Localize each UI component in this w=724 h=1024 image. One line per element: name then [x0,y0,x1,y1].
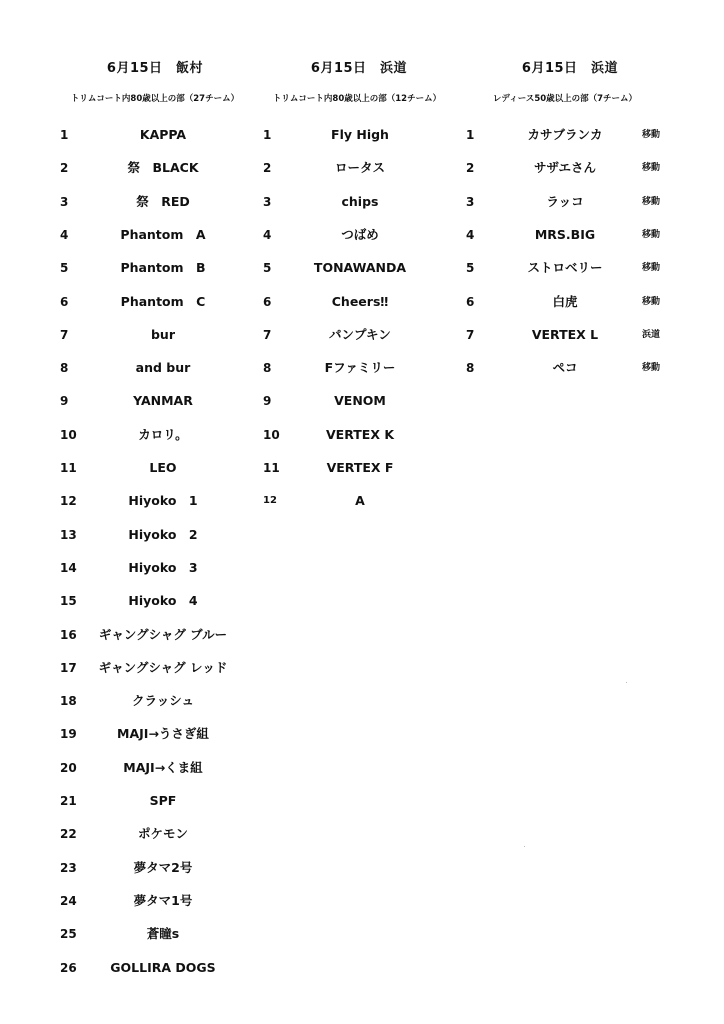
team-number: 9 [60,394,69,409]
team-name: MAJI→くま組 [123,759,203,775]
team-number: 8 [60,361,69,376]
team-number: 24 [60,893,77,908]
column-title: 6月15日 浜道 [310,61,408,76]
team-name: カサブランカ [527,127,603,142]
team-name: A [355,493,365,509]
team-name: 夢タマ2号 [133,859,193,875]
team-name: KAPPA [139,127,187,142]
team-number: 18 [60,694,77,709]
scan-speck [524,846,525,847]
team-name: ペコ [552,360,578,376]
team-number: 4 [60,227,69,242]
team-name: ギャングシャグ ブルー [98,626,228,642]
team-note: 移動 [642,130,661,140]
team-name: クラッシュ [131,693,194,709]
team-number: 2 [263,161,272,176]
team-name: ストロベリー [527,260,603,276]
team-name: chips [341,193,379,209]
team-number: 10 [60,427,77,442]
team-name: Phantom A [120,226,206,242]
team-number: 6 [60,294,69,309]
team-number: 13 [60,527,77,542]
team-number: 3 [263,194,272,209]
team-note: 移動 [642,363,661,374]
team-number: 1 [263,128,272,142]
team-name: ラッコ [546,193,584,209]
team-name: VENOM [334,393,386,409]
team-name: Fファミリー [324,360,396,376]
team-number: 22 [60,827,77,842]
team-number: 4 [263,227,272,242]
scan-speck [626,682,627,683]
team-name: bur [150,326,175,342]
team-number: 14 [60,560,77,575]
team-number: 9 [263,394,272,409]
team-number: 16 [60,627,77,642]
team-name: VERTEX K [325,426,395,442]
team-name: サザエさん [533,160,596,176]
team-name: VERTEX F [326,460,394,475]
team-row [0,225,724,245]
team-number: 11 [60,461,77,475]
team-note: 移動 [642,163,661,174]
team-number: 5 [466,261,475,276]
team-name: Phantom B [120,260,206,276]
team-number: 8 [466,361,475,376]
team-row [0,358,724,378]
team-note: 浜道 [642,329,661,340]
column-title: 6月15日 飯村 [106,61,204,76]
team-note: 移動 [642,229,661,240]
team-name: TONAWANDA [313,260,407,276]
column-subtitle: トリムコート内80歳以上の部（12チーム） [272,94,442,104]
team-number: 2 [466,161,475,176]
team-name: ロータス [334,160,385,176]
team-note: 移動 [642,263,661,274]
team-row [0,192,724,212]
team-name: LEO [149,460,177,475]
team-number: 8 [263,361,272,376]
team-name: Hiyoko 4 [128,593,198,609]
team-row [0,325,724,345]
team-name: VERTEX L [531,326,599,342]
team-number: 21 [60,794,77,808]
team-name: Cheers‼ [331,293,389,309]
team-name: 祭 BLACK [127,160,199,176]
team-number: 6 [466,294,475,309]
team-name: 夢タマ1号 [133,892,193,908]
team-number: 5 [263,261,272,276]
team-number: 17 [60,660,77,675]
team-number: 3 [60,194,69,209]
team-name: SPF [149,793,177,808]
team-row [0,158,724,178]
team-name: カロリ。 [138,426,188,442]
column-title: 6月15日 浜道 [521,61,619,76]
team-name: 祭 RED [136,193,190,209]
team-number: 26 [60,960,77,975]
team-name: Fly High [331,127,389,142]
team-number: 7 [60,327,69,342]
team-number: 1 [466,128,475,142]
team-number: 3 [466,194,475,209]
team-number: 23 [60,860,77,875]
team-name: and bur [135,360,191,376]
team-name: つばめ [341,226,379,242]
team-row [0,258,724,278]
team-name: ポケモン [137,826,188,842]
team-number: 7 [466,327,475,342]
team-number: 12 [60,494,77,509]
team-number: 1 [60,128,69,142]
team-row [0,125,724,145]
team-name: 蒼瞳s [146,926,180,942]
column-subtitle: レディース50歳以上の部（7チーム） [492,94,638,104]
team-name: MAJI→うさぎ組 [117,726,209,742]
column-subtitle: トリムコート内80歳以上の部（27チーム） [70,94,240,104]
team-number: 20 [60,760,77,775]
team-number: 12 [263,495,277,507]
team-name: パンプキン [329,326,391,342]
team-row [0,292,724,312]
team-number: 4 [466,227,475,242]
team-note: 移動 [642,196,661,207]
team-number: 7 [263,327,272,342]
team-number: 10 [263,427,280,442]
team-number: 11 [263,461,280,475]
team-number: 2 [60,161,69,176]
team-name: YANMAR [133,393,193,409]
team-name: Phantom C [120,293,206,309]
team-name: 白虎 [552,293,578,309]
team-number: 5 [60,261,69,276]
team-number: 6 [263,294,272,309]
team-name: Hiyoko 2 [128,526,198,542]
team-name: MRS.BIG [534,226,596,242]
team-note: 移動 [642,296,661,307]
team-name: Hiyoko 1 [128,493,198,509]
team-name: Hiyoko 3 [128,559,198,575]
team-name: ギャングシャグ レッド [98,659,228,675]
team-number: 19 [60,727,77,742]
team-number: 25 [60,927,77,942]
team-number: 15 [60,594,77,609]
team-name: GOLLIRA DOGS [110,959,216,975]
